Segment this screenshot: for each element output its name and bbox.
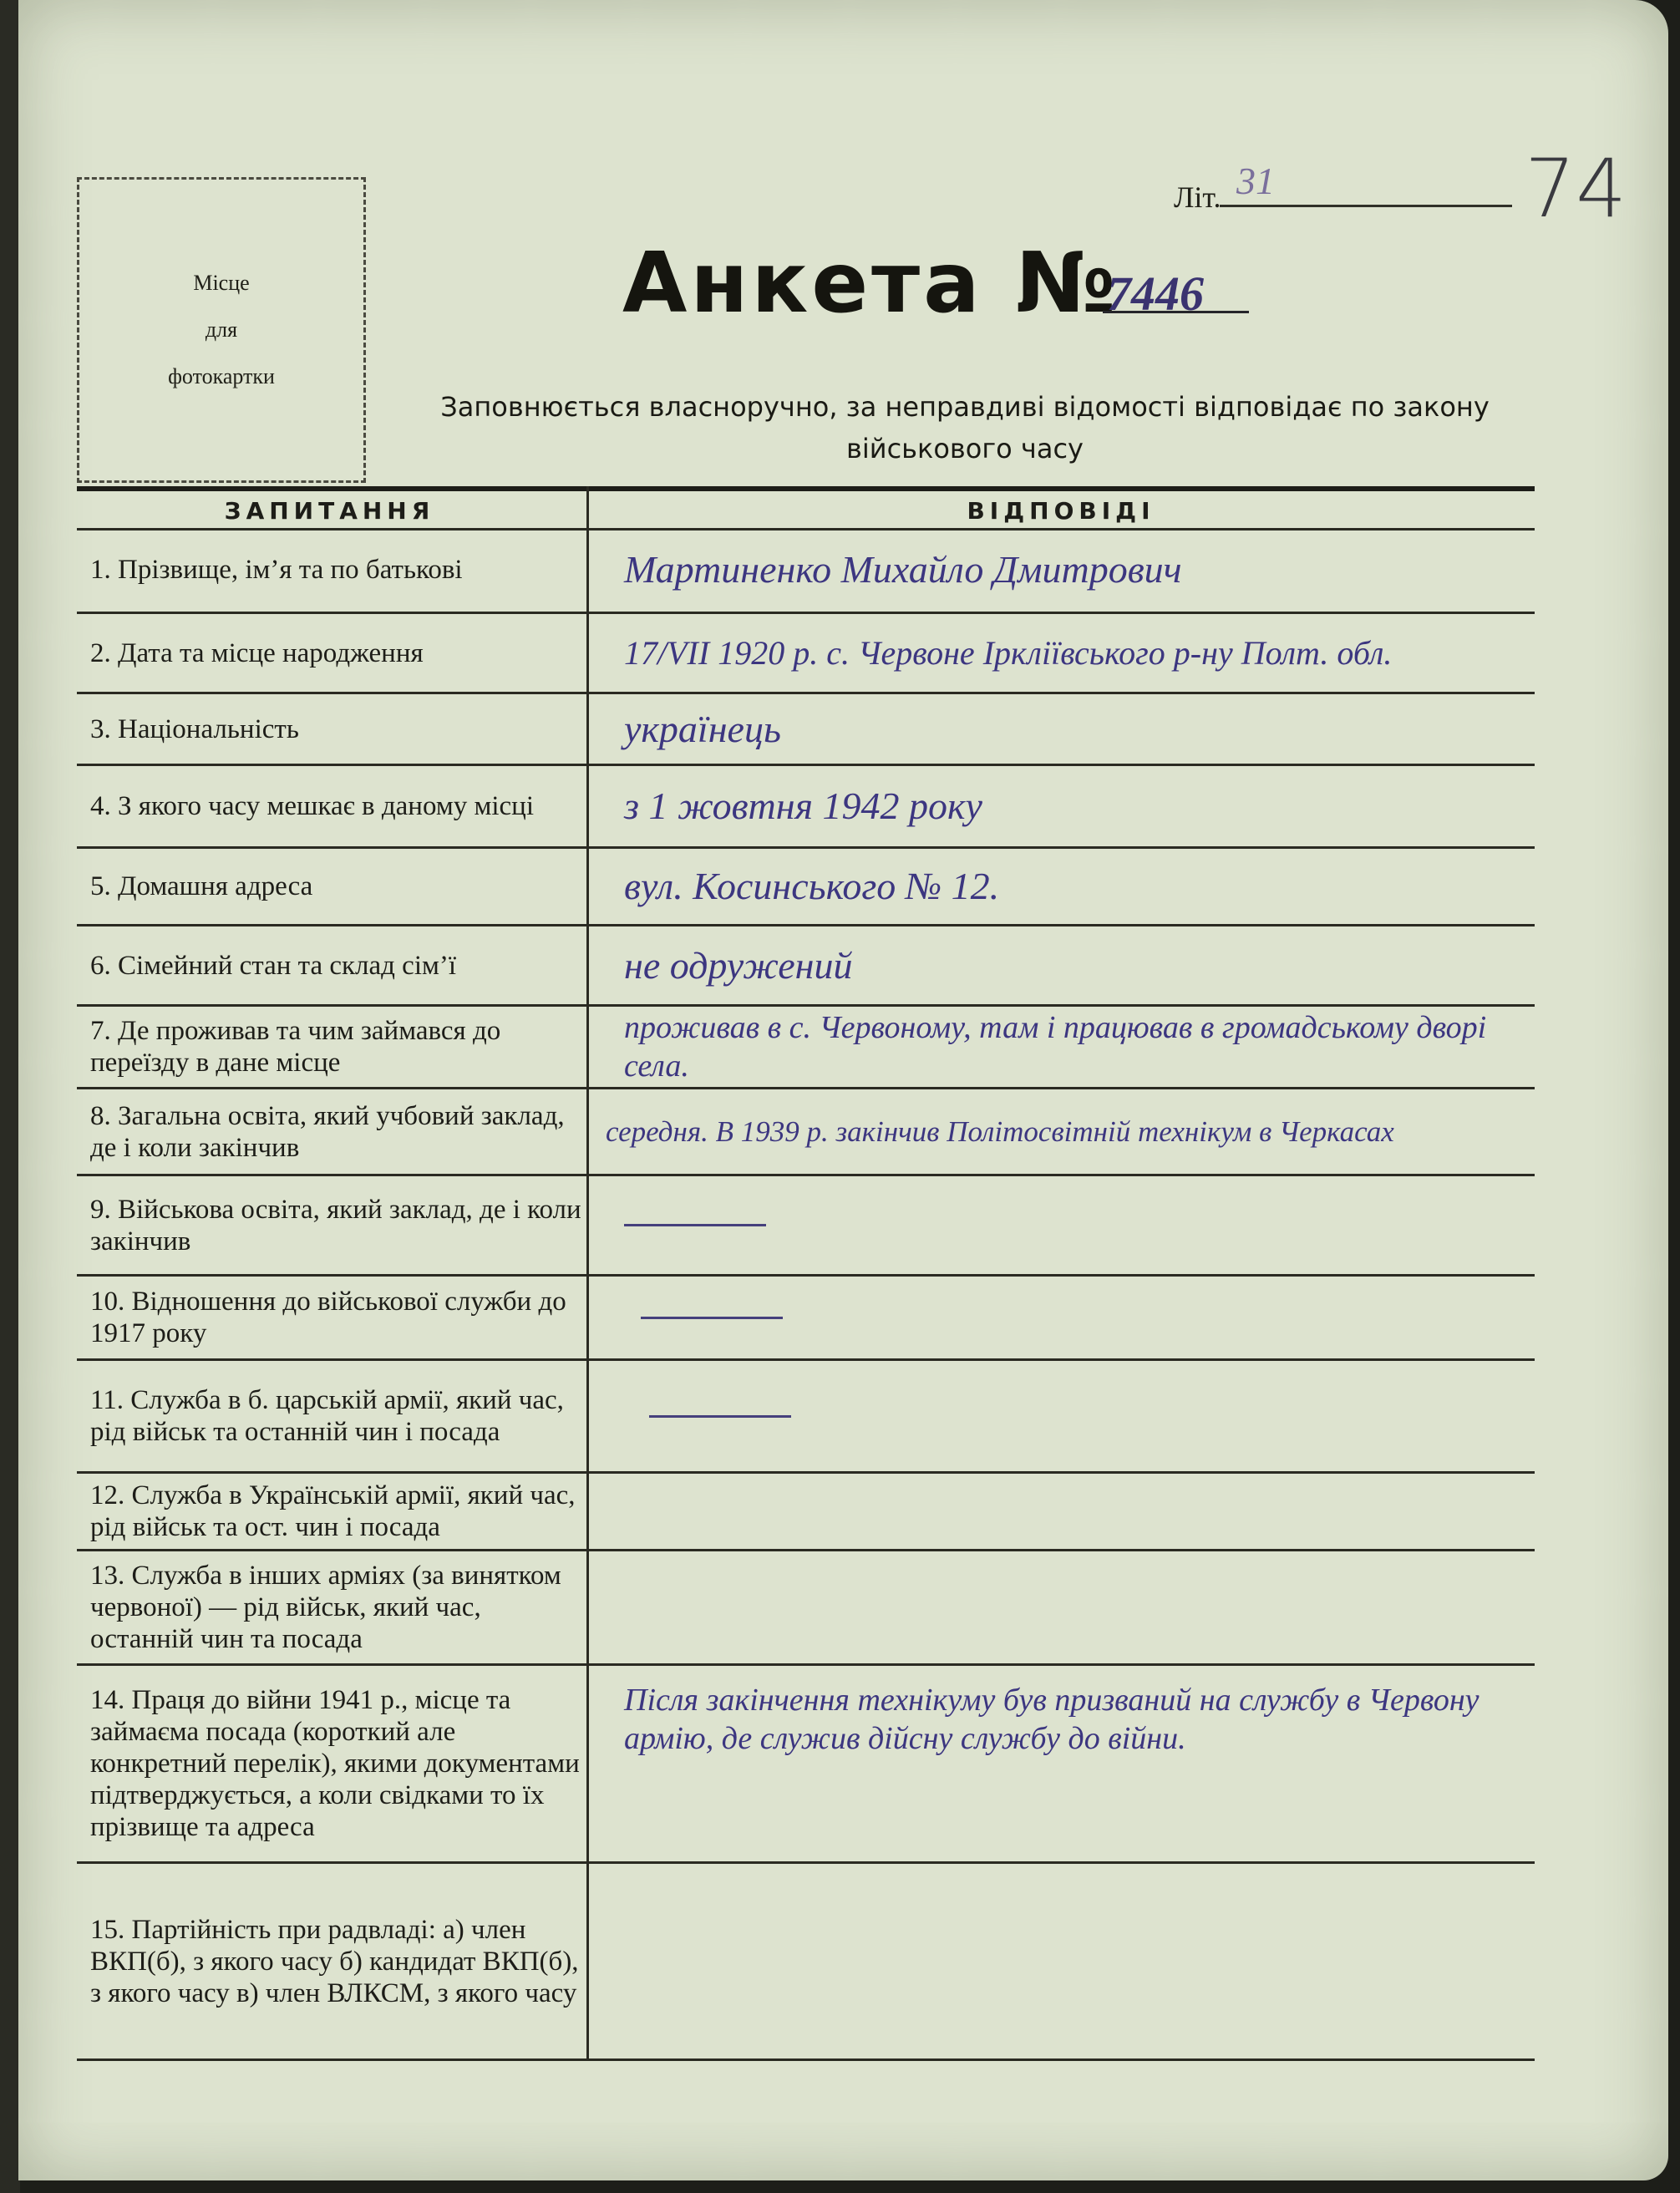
table-row (77, 1864, 1535, 2061)
answer-field[interactable] (599, 1277, 1535, 1358)
question-label: 2. Дата та місце народження (90, 637, 424, 668)
question-label: 3. Національність (90, 713, 299, 744)
answer-field[interactable]: Мартиненко Михайло Дмитрович (624, 548, 1182, 591)
table-row (77, 614, 1535, 694)
blank-dash (649, 1415, 791, 1418)
form-number-underline (1103, 311, 1249, 313)
table-top-rule (77, 486, 1535, 491)
lit-label: Літ. (1174, 180, 1221, 214)
answer-field[interactable]: проживав в с. Червоному, там і працював в громадському дворі села. (624, 1010, 1487, 1084)
question-label: 7. Де проживав та чим займався до переїзду в дане місце (90, 1016, 501, 1078)
table-row (77, 1089, 1535, 1176)
form-subtitle: Заповнюється власноручно, за неправдиві відомості відповідає по закону військового часу (440, 391, 1490, 464)
question-label: 15. Партійність при радвладі: а) член ВКП(б), з якого часу б) кандидат ВКП(б), з якого часу в) член ВЛКСМ, з якого часу (90, 1914, 579, 2008)
question-label: 9. Військова освіта, який заклад, де і коли закінчив (90, 1194, 581, 1256)
photo-label-2: для (205, 317, 238, 342)
question-label: 1. Прізвище, ім’я та по батькові (90, 555, 463, 585)
form-title: Анкета № (622, 234, 1119, 332)
table-row (77, 528, 1535, 614)
table-row (77, 1176, 1535, 1277)
answer-field[interactable]: з 1 жовтня 1942 року (624, 784, 982, 827)
column-header-question: ЗАПИТАННЯ (224, 496, 435, 525)
question-label: 13. Служба в інших арміях (за винятком червоної) — рід військ, який час, останній чин та посада (90, 1561, 561, 1654)
answer-field[interactable]: не одружений (624, 943, 853, 987)
question-label: 12. Служба в Українській армії, який час, рід військ та ост. чин і посада (90, 1480, 576, 1542)
question-label: 11. Служба в б. царській армії, який час, рід військ та останній чин і посада (90, 1385, 564, 1447)
table-row (77, 1666, 1535, 1864)
table-row (77, 1007, 1535, 1089)
answer-field[interactable]: середня. В 1939 р. закінчив Політосвітній технікум в Черкасах (606, 1114, 1394, 1148)
answer-field[interactable] (599, 1474, 1535, 1549)
lit-underline (1220, 205, 1512, 207)
question-label: 14. Праця до війни 1941 р., місце та займаєма посада (короткий але конкретний перелік), якими документами підтверджується, а коли свідками то їх прізвище та адреса (90, 1685, 580, 1842)
column-header-answer: ВІДПОВІДІ (967, 496, 1155, 525)
question-label: 4. З якого часу мешкає в даному місці (90, 791, 534, 821)
answer-field[interactable] (599, 1864, 1535, 2058)
photo-label-3: фотокартки (168, 364, 275, 388)
table-row (77, 926, 1535, 1007)
table-row (77, 766, 1535, 849)
answer-field[interactable] (599, 1361, 1535, 1471)
answer-field[interactable] (599, 1551, 1535, 1663)
table-row (77, 1361, 1535, 1474)
blank-dash (641, 1317, 783, 1319)
answer-field[interactable]: Після закінчення технікуму був призваний на службу в Червону армію, де служив дійсну службу до війни. (624, 1683, 1480, 1756)
form-number: 7446 (1107, 267, 1204, 321)
binding-edge (0, 0, 20, 2193)
table-row (77, 849, 1535, 926)
answer-field[interactable] (599, 1176, 1535, 1274)
question-label: 5. Домашня адреса (90, 871, 313, 901)
blank-dash (624, 1224, 766, 1226)
answer-field[interactable]: 17/VII 1920 р. с. Червоне Іркліївського р-ну Полт. обл. (624, 633, 1393, 672)
table-row (77, 1551, 1535, 1666)
question-label: 6. Сімейний стан та склад сім’ї (90, 950, 457, 981)
photo-placeholder (77, 177, 366, 483)
page-number: 74 (1525, 142, 1627, 236)
table-row (77, 1474, 1535, 1551)
answer-field[interactable]: українець (624, 707, 781, 750)
answer-field[interactable]: вул. Косинського № 12. (624, 865, 1000, 907)
question-label: 10. Відношення до військової служби до 1917 року (90, 1287, 566, 1348)
lit-value: 31 (1236, 160, 1275, 202)
question-label: 8. Загальна освіта, який учбовий заклад, де і коли закінчив (90, 1100, 565, 1163)
table-row (77, 1277, 1535, 1361)
photo-label-1: Місце (193, 271, 250, 295)
table-row (77, 694, 1535, 766)
